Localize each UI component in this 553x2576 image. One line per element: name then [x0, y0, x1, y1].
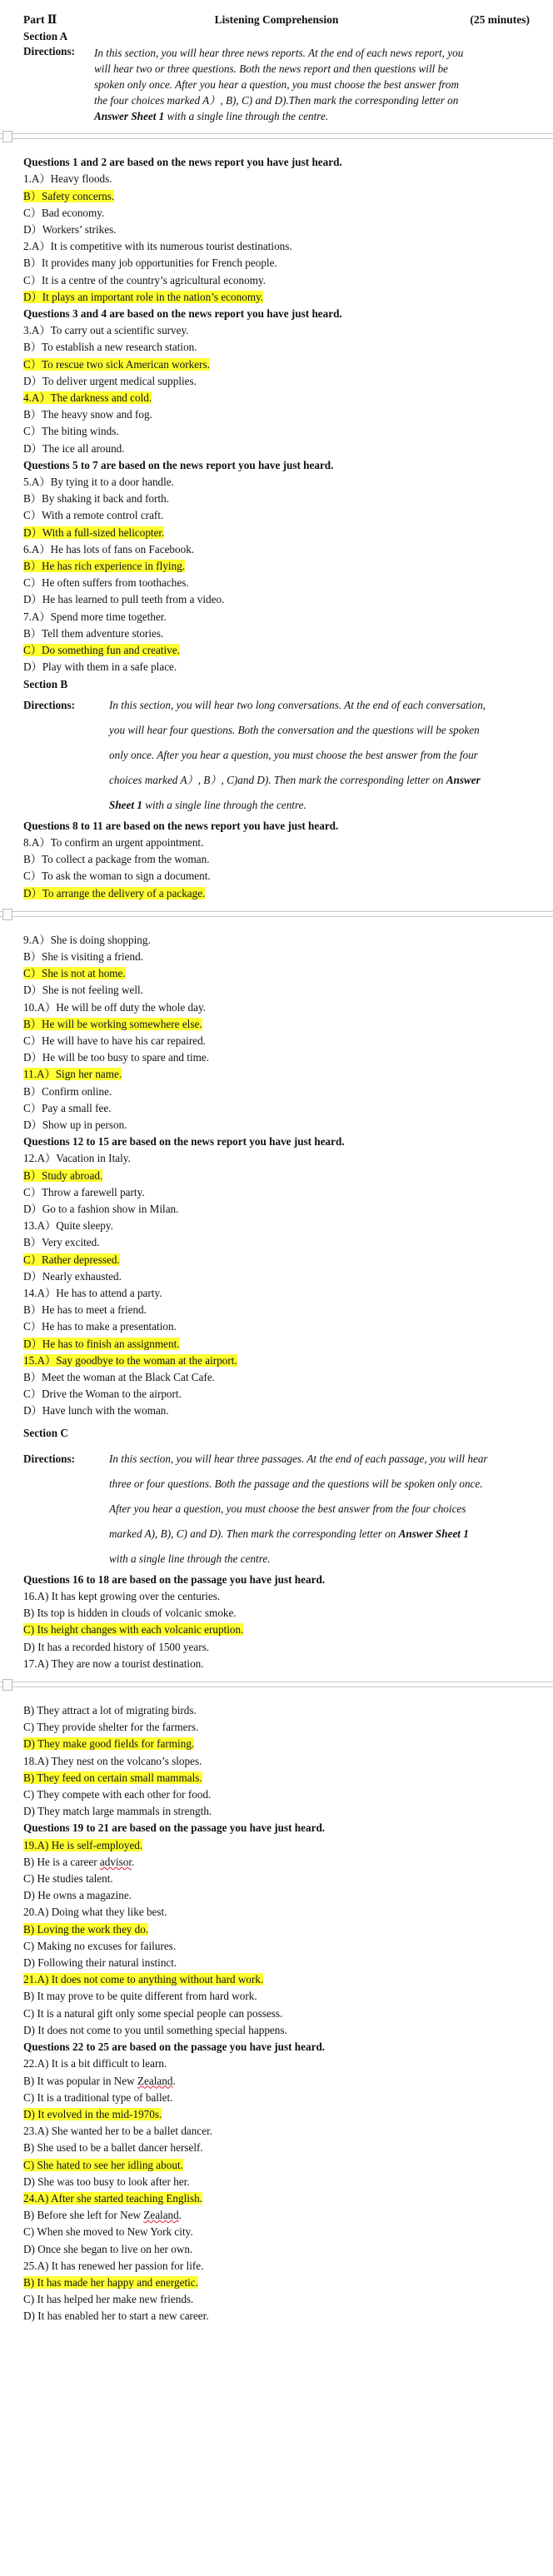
- section-c-questions-part1: [23, 1572, 530, 1672]
- page-break: [0, 131, 553, 146]
- answer-option: [23, 868, 530, 884]
- option-text: 5.A）By tying it to a door handle.: [23, 476, 174, 489]
- answer-option: [23, 1369, 530, 1386]
- option-text: 12.A）Vacation in Italy.: [23, 1152, 131, 1165]
- option-text: B）Tell them adventure stories.: [23, 626, 164, 640]
- answer-option: [23, 1988, 530, 2005]
- answer-option: [23, 1736, 530, 1752]
- answer-option: [23, 1588, 530, 1605]
- option-text: B）Meet the woman at the Black Cat Cafe.: [23, 1371, 215, 1383]
- directions-line: In this section, you will hear two long conversations. At the end of each conversation,: [109, 698, 486, 711]
- answer-option: [23, 1016, 530, 1033]
- option-text: B）To establish a new research station.: [23, 341, 197, 354]
- option-text: 13.A）Quite sleepy.: [23, 1219, 113, 1233]
- highlighted-answer: B) It has made her happy and energetic.: [23, 2275, 198, 2289]
- directions-line: will hear two or three questions. Both the news report and then questions will be: [94, 62, 449, 76]
- answer-option: [23, 255, 530, 272]
- option-text: 7.A）Spend more time together.: [23, 610, 167, 623]
- directions-line: with a single line through the centre.: [142, 798, 306, 811]
- highlighted-answer: B) Loving the work they do.: [23, 1922, 149, 1936]
- directions-line: spoken only once. After you hear a question, you must choose the best answer from: [94, 78, 460, 92]
- highlighted-answer: D) They make good fields for farming.: [23, 1737, 195, 1751]
- option-text: D) It has a recorded history of 1500 years.: [23, 1640, 210, 1653]
- answer-option: [23, 1184, 530, 1201]
- answer-option: [23, 2207, 530, 2224]
- section-a-title: Section A: [23, 30, 68, 42]
- option-text: Questions 8 to 11 are based on the news report you have just heard.: [23, 819, 339, 832]
- option-text: D) Once she began to live on her own.: [23, 2242, 193, 2255]
- answer-option: [23, 441, 530, 457]
- highlighted-answer: 19.A) He is self-employed.: [23, 1838, 143, 1851]
- answer-option: [23, 932, 530, 949]
- answer-option: [23, 2022, 530, 2039]
- answer-option: [23, 1770, 530, 1786]
- highlighted-answer: C）She is not at home.: [23, 967, 126, 980]
- directions-line: choices marked A）, B）, C)and D). Then mark the corresponding letter on: [109, 773, 446, 786]
- exam-header: [23, 12, 530, 28]
- answer-option: [23, 171, 530, 187]
- answer-option: [23, 949, 530, 965]
- question-group-heading: [23, 457, 530, 474]
- answer-option: [23, 1066, 530, 1083]
- answer-option: [23, 1049, 530, 1066]
- answer-option: [23, 373, 530, 390]
- answer-option: [23, 1252, 530, 1268]
- option-text: C）The biting winds.: [23, 425, 119, 438]
- option-text: C）He often suffers from toothaches.: [23, 576, 189, 590]
- option-text: D）He has learned to pull teeth from a video.: [23, 593, 225, 606]
- answer-option: [23, 474, 530, 491]
- answer-option: [23, 1938, 530, 1955]
- section-heading: Listening Comprehension: [214, 13, 339, 26]
- answer-option: [23, 2106, 530, 2123]
- directions-line: In this section, you will hear three passages. At the end of each passage, you will hear: [109, 1452, 488, 1465]
- directions-label: Directions:: [23, 45, 76, 58]
- option-text: B) Its top is hidden in clouds of volcanic smoke.: [23, 1607, 237, 1620]
- answer-option: [23, 1871, 530, 1887]
- option-text: 6.A）He has lots of fans on Facebook.: [23, 542, 195, 556]
- question-group-heading: [23, 818, 530, 835]
- answer-option: [23, 1656, 530, 1672]
- answer-option: [23, 965, 530, 982]
- option-text: C）Throw a farewell party.: [23, 1185, 145, 1198]
- answer-option: [23, 625, 530, 642]
- option-text: D) It does not come to you until something special happens.: [23, 2023, 287, 2036]
- highlighted-answer: B）Safety concerns.: [23, 189, 115, 202]
- highlighted-answer: D）With a full-sized helicopter.: [23, 526, 165, 539]
- answer-option: [23, 238, 530, 255]
- option-text: D) It has enabled her to start a new career.: [23, 2309, 209, 2323]
- answer-option: [23, 1719, 530, 1736]
- option-text: B）Very excited.: [23, 1236, 100, 1249]
- answer-option: [23, 1353, 530, 1369]
- directions-line: you will hear four questions. Both the conversation and the questions will be spoken: [109, 723, 480, 736]
- option-text: C）Pay a small fee.: [23, 1101, 112, 1114]
- option-text: C）He has to make a presentation.: [23, 1320, 177, 1333]
- option-text: D）Play with them in a safe place.: [23, 660, 177, 674]
- option-text: C) They provide shelter for the farmers.: [23, 1721, 199, 1734]
- option-text: 22.A) It is a bit difficult to learn.: [23, 2057, 167, 2070]
- answer-option: [23, 222, 530, 238]
- option-text: C) They compete with each other for food.: [23, 1788, 212, 1801]
- highlighted-answer: C）Do something fun and creative.: [23, 644, 180, 657]
- highlighted-answer: 11.A）Sign her name.: [23, 1068, 122, 1081]
- answer-option: [23, 835, 530, 851]
- answer-option: [23, 1336, 530, 1353]
- answer-option: [23, 1753, 530, 1770]
- question-group-heading: [23, 1820, 530, 1836]
- highlighted-answer: B）Study abroad.: [23, 1168, 103, 1182]
- option-text: D）The ice all around.: [23, 441, 125, 455]
- answer-option: [23, 1702, 530, 1719]
- option-text: D) He owns a magazine.: [23, 1889, 132, 1902]
- answer-sheet-label: Sheet 1: [109, 798, 142, 811]
- option-text: 10.A）He will be off duty the whole day.: [23, 1000, 207, 1014]
- time-limit: (25 minutes): [470, 13, 530, 26]
- option-text: 18.A) They nest on the volcano’s slopes.: [23, 1754, 202, 1767]
- answer-option: [23, 1971, 530, 1988]
- option-text: C）Bad economy.: [23, 206, 105, 219]
- highlighted-answer: 4.A）The darkness and cold.: [23, 391, 152, 405]
- answer-option: [23, 609, 530, 625]
- directions-line: In this section, you will hear three news reports. At the end of each news report, you: [94, 47, 464, 60]
- page-break: [0, 1679, 553, 1694]
- highlighted-answer: 15.A）Say goodbye to the woman at the airport.: [23, 1353, 237, 1367]
- option-text: 20.A) Doing what they like best.: [23, 1906, 167, 1919]
- answer-sheet-label: Answer Sheet 1: [94, 110, 165, 123]
- option-text: 2.A）It is competitive with its numerous tourist destinations.: [23, 240, 292, 253]
- answer-option: [23, 491, 530, 507]
- answer-option: [23, 2157, 530, 2174]
- highlighted-answer: C）To rescue two sick American workers.: [23, 357, 210, 371]
- option-text: C) When she moved to New York city.: [23, 2225, 193, 2239]
- option-text: D) She was too busy to look after her.: [23, 2175, 190, 2188]
- section-b-directions: [23, 693, 530, 818]
- spellcheck-flag: advisor: [99, 1855, 132, 1868]
- option-text: 25.A) It has renewed her passion for life.: [23, 2259, 204, 2272]
- answer-option: [23, 2258, 530, 2275]
- option-text: B）It provides many job opportunities for French people.: [23, 257, 277, 270]
- directions-line: only once. After you hear a question, you must choose the best answer from the four: [109, 748, 478, 761]
- answer-option: [23, 1150, 530, 1167]
- option-text: B）By shaking it back and forth.: [23, 492, 170, 506]
- answer-option: [23, 1622, 530, 1638]
- answer-option: [23, 2224, 530, 2240]
- answer-option: [23, 1403, 530, 1419]
- option-text: D) They match large mammals in strength.: [23, 1805, 212, 1818]
- page-break-marker-icon: [2, 909, 12, 920]
- answer-option: [23, 2140, 530, 2156]
- answer-option: [23, 2190, 530, 2207]
- directions-line: the four choices marked A）, B), C) and D).Then mark the corresponding letter on: [94, 94, 459, 107]
- answer-option: [23, 1803, 530, 1820]
- answer-option: [23, 2005, 530, 2022]
- answer-option: [23, 2308, 530, 2324]
- answer-option: [23, 541, 530, 558]
- answer-option: [23, 1639, 530, 1656]
- highlighted-answer: D）To arrange the delivery of a package.: [23, 886, 206, 899]
- part-label: Part Ⅱ: [23, 13, 57, 26]
- directions-line: three or four questions. Both the passage and the questions will be spoken only once.: [109, 1477, 483, 1490]
- section-a-questions: [23, 154, 530, 675]
- spellcheck-flag: Zealand: [137, 2074, 173, 2087]
- option-text: 8.A）To confirm an urgent appointment.: [23, 835, 204, 849]
- option-text: Questions 19 to 21 are based on the passage you have just heard.: [23, 1821, 326, 1835]
- option-text: 23.A) She wanted her to be a ballet dancer.: [23, 2125, 213, 2138]
- answer-option: [23, 1285, 530, 1302]
- answer-option: [23, 188, 530, 205]
- answer-option: [23, 1302, 530, 1318]
- section-a-directions: [23, 45, 530, 124]
- option-text: C）It is a centre of the country’s agricultural economy.: [23, 273, 267, 286]
- answer-option: [23, 406, 530, 423]
- answer-option: [23, 1955, 530, 1971]
- answer-option: [23, 982, 530, 999]
- highlighted-answer: D) It evolved in the mid-1970s.: [23, 2107, 162, 2120]
- section-c-questions-part2: [23, 1702, 530, 2325]
- directions-line: After you hear a question, you must choose the best answer from the four choices: [109, 1502, 466, 1515]
- highlighted-answer: B）He has rich experience in flying.: [23, 560, 186, 573]
- option-text: B) She used to be a ballet dancer herself.: [23, 2141, 203, 2155]
- option-text: B）Confirm online.: [23, 1084, 112, 1098]
- directions-label: Directions:: [23, 1452, 76, 1465]
- question-group-heading: [23, 1572, 530, 1588]
- answer-option: [23, 2241, 530, 2258]
- answer-option: [23, 1268, 530, 1285]
- answer-option: [23, 390, 530, 406]
- option-text: 16.A) It has kept growing over the centuries.: [23, 1590, 221, 1603]
- page-break-marker-icon: [2, 131, 12, 142]
- page-break: [0, 909, 553, 924]
- option-text: Questions 1 and 2 are based on the news report you have just heard.: [23, 156, 342, 169]
- option-text: Questions 16 to 18 are based on the passage you have just heard.: [23, 1572, 326, 1586]
- highlighted-answer: 24.A) After she started teaching English.: [23, 2191, 202, 2205]
- answer-option: [23, 2090, 530, 2106]
- answer-option: [23, 1904, 530, 1921]
- answer-option: [23, 558, 530, 575]
- answer-option: [23, 851, 530, 868]
- option-text: C）To ask the woman to sign a document.: [23, 869, 211, 883]
- option-text: 9.A）She is doing shopping.: [23, 933, 151, 946]
- option-text: B) Before she left for New Zealand.: [23, 2209, 182, 2222]
- option-text: D）Have lunch with the woman.: [23, 1404, 169, 1418]
- highlighted-answer: B）He will be working somewhere else.: [23, 1017, 202, 1030]
- option-text: Questions 3 and 4 are based on the news report you have just heard.: [23, 307, 342, 321]
- answer-option: [23, 1921, 530, 1938]
- option-text: D）To deliver urgent medical supplies.: [23, 374, 197, 387]
- directions-label: Directions:: [23, 698, 76, 711]
- answer-option: [23, 1234, 530, 1251]
- answer-option: [23, 885, 530, 902]
- answer-option: [23, 356, 530, 373]
- section-c-title: Section C: [23, 1426, 68, 1439]
- answer-option: [23, 1318, 530, 1335]
- option-text: B）To collect a package from the woman.: [23, 853, 210, 866]
- answer-option: [23, 659, 530, 675]
- section-b-questions-part1: [23, 818, 530, 902]
- option-text: C）Drive the Woman to the airport.: [23, 1388, 182, 1401]
- answer-option: [23, 1033, 530, 1049]
- highlighted-answer: B) They feed on certain small mammals.: [23, 1771, 202, 1784]
- answer-option: [23, 642, 530, 659]
- option-text: C) He studies talent.: [23, 1872, 113, 1886]
- option-text: B) It may prove to be quite different from hard work.: [23, 1990, 257, 2003]
- question-group-heading: [23, 1134, 530, 1150]
- option-text: C) It is a traditional type of ballet.: [23, 2090, 173, 2104]
- answer-option: [23, 1117, 530, 1134]
- section-b-title: Section B: [23, 677, 68, 690]
- answer-option: [23, 525, 530, 541]
- option-text: Questions 5 to 7 are based on the news report you have just heard.: [23, 458, 334, 471]
- answer-option: [23, 322, 530, 339]
- answer-option: [23, 423, 530, 440]
- option-text: B）The heavy snow and fog.: [23, 408, 152, 421]
- highlighted-answer: C) She hated to see her idling about.: [23, 2158, 183, 2171]
- option-text: 14.A）He has to attend a party.: [23, 1286, 162, 1299]
- answer-option: [23, 575, 530, 591]
- answer-option: [23, 1786, 530, 1803]
- answer-sheet-label: Answer Sheet 1: [398, 1527, 469, 1540]
- option-text: D）He will be too busy to spare and time.: [23, 1051, 210, 1064]
- section-c-directions: [23, 1447, 530, 1572]
- answer-option: [23, 1218, 530, 1234]
- page-break-marker-icon: [2, 1679, 12, 1691]
- answer-option: [23, 1837, 530, 1854]
- answer-option: [23, 2174, 530, 2190]
- option-text: D) Following their natural instinct.: [23, 1956, 177, 1970]
- highlighted-answer: D）It plays an important role in the nation’s economy.: [23, 290, 264, 303]
- answer-option: [23, 2055, 530, 2072]
- option-text: 3.A）To carry out a scientific survey.: [23, 324, 189, 337]
- highlighted-answer: C) Its height changes with each volcanic eruption.: [23, 1623, 244, 1637]
- answer-option: [23, 999, 530, 1016]
- option-text: 1.A）Heavy floods.: [23, 172, 112, 186]
- option-text: D）Go to a fashion show in Milan.: [23, 1202, 179, 1215]
- option-text: C) It has helped her make new friends.: [23, 2293, 194, 2306]
- option-text: C) It is a natural gift only some special people can possess.: [23, 2006, 283, 2020]
- answer-option: [23, 1386, 530, 1403]
- highlighted-answer: 21.A) It does not come to anything without hard work.: [23, 1973, 264, 1986]
- option-text: D）She is not feeling well.: [23, 984, 143, 997]
- answer-option: [23, 1887, 530, 1904]
- answer-option: [23, 2291, 530, 2308]
- answer-option: [23, 2275, 530, 2291]
- option-text: Questions 22 to 25 are based on the passage you have just heard.: [23, 2040, 326, 2054]
- answer-option: [23, 339, 530, 356]
- answer-sheet-label: Answer: [446, 773, 481, 786]
- answer-option: [23, 1168, 530, 1184]
- directions-line: marked A), B), C) and D). Then mark the corresponding letter on: [109, 1527, 399, 1540]
- answer-option: [23, 1201, 530, 1218]
- option-text: 17.A) They are now a tourist destination.: [23, 1657, 204, 1670]
- answer-option: [23, 1854, 530, 1871]
- answer-option: [23, 591, 530, 608]
- section-b-questions-part2: [23, 932, 530, 1420]
- directions-line: with a single line through the centre.: [109, 1552, 271, 1565]
- option-text: Questions 12 to 15 are based on the news report you have just heard.: [23, 1135, 345, 1148]
- option-text: B) He is a career advisor.: [23, 1855, 135, 1868]
- option-text: D）Nearly exhausted.: [23, 1269, 122, 1283]
- answer-option: [23, 1100, 530, 1117]
- option-text: C）He will have to have his car repaired.: [23, 1034, 206, 1047]
- answer-option: [23, 1605, 530, 1622]
- highlighted-answer: C）Rather depressed.: [23, 1253, 120, 1266]
- spellcheck-flag: Zealand: [143, 2209, 179, 2222]
- question-group-heading: [23, 2039, 530, 2055]
- option-text: C) Making no excuses for failures.: [23, 1939, 177, 1952]
- option-text: C）With a remote control craft.: [23, 509, 164, 522]
- answer-option: [23, 205, 530, 222]
- answer-option: [23, 272, 530, 289]
- answer-option: [23, 507, 530, 524]
- highlighted-answer: D）He has to finish an assignment.: [23, 1337, 180, 1350]
- option-text: B）She is visiting a friend.: [23, 949, 143, 963]
- question-group-heading: [23, 306, 530, 322]
- answer-option: [23, 1084, 530, 1100]
- option-text: D）Workers’ strikes.: [23, 223, 117, 237]
- option-text: B) They attract a lot of migrating birds.: [23, 1704, 197, 1717]
- question-group-heading: [23, 154, 530, 171]
- directions-line: with a single line through the centre.: [164, 110, 329, 123]
- option-text: B) It was popular in New Zealand.: [23, 2074, 176, 2087]
- answer-option: [23, 2123, 530, 2140]
- option-text: D）Show up in person.: [23, 1118, 127, 1131]
- answer-option: [23, 2073, 530, 2090]
- option-text: B）He has to meet a friend.: [23, 1303, 147, 1317]
- answer-option: [23, 289, 530, 306]
